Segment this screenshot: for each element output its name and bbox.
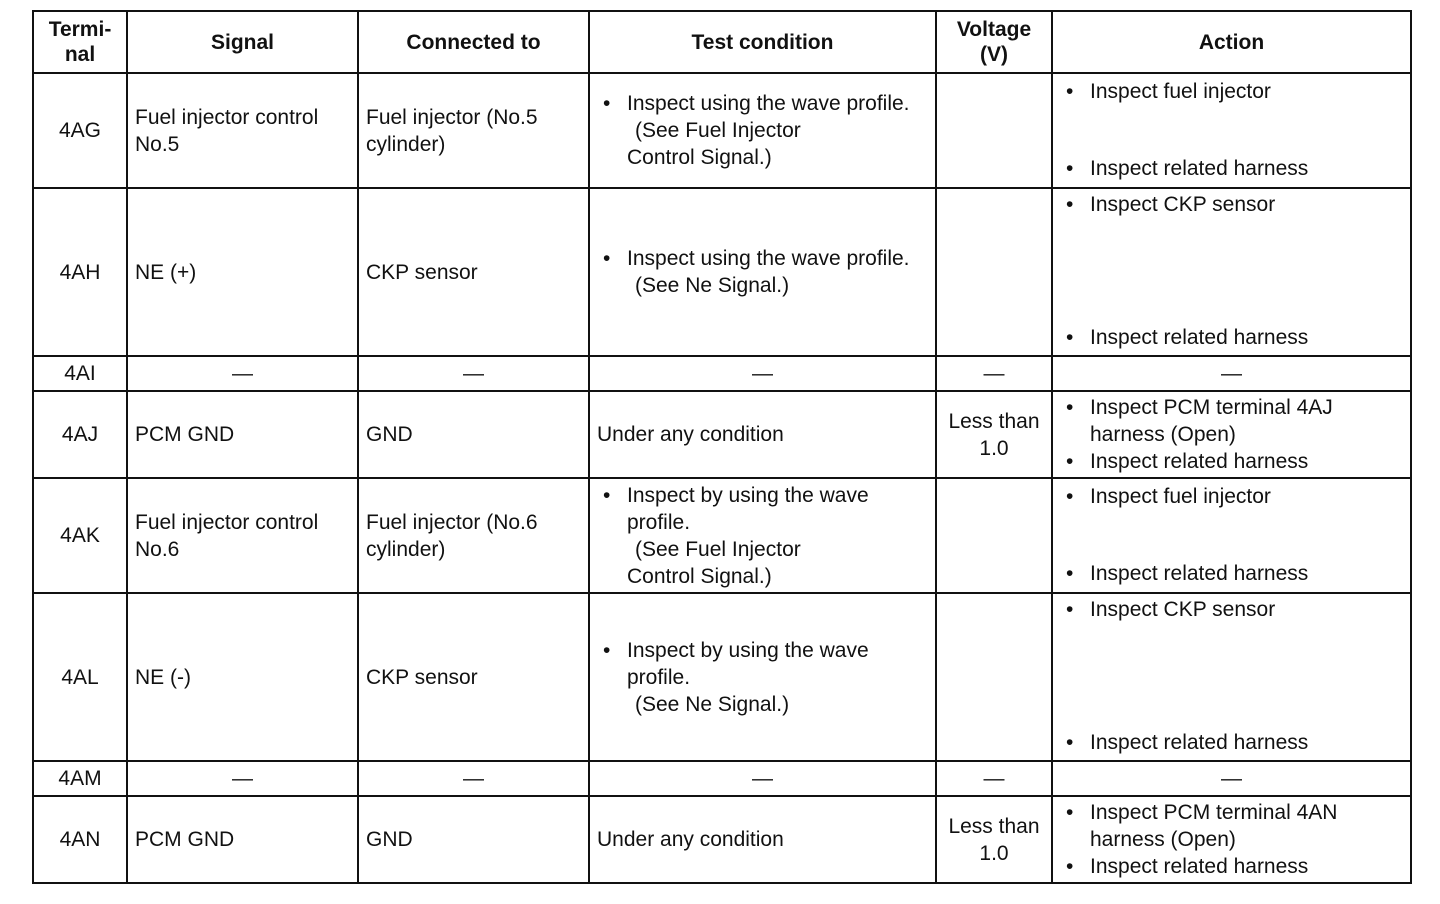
header-terminal: Termi- nal <box>33 11 127 73</box>
action-item: • Inspect PCM terminal 4AN harness (Open) <box>1060 799 1403 853</box>
connected-cell: Fuel injector (No.6 cylinder) <box>358 478 589 593</box>
action-item: • Inspect related harness <box>1060 324 1403 351</box>
test-condition-cell <box>589 593 936 761</box>
signal-cell: NE (-) <box>127 593 358 761</box>
signal-cell: NE (+) <box>127 188 358 356</box>
voltage-cell <box>936 478 1052 593</box>
terminal-cell: 4AI <box>33 356 127 391</box>
voltage-cell <box>936 73 1052 188</box>
signal-cell: Fuel injector control No.6 <box>127 478 358 593</box>
action-cell <box>1052 73 1411 188</box>
test-condition-cell <box>589 478 936 593</box>
header-connected-to: Connected to <box>358 11 589 73</box>
terminal-cell: 4AL <box>33 593 127 761</box>
connected-cell: GND <box>358 391 589 478</box>
dash-cell: — <box>1052 761 1411 796</box>
action-item: • Inspect related harness <box>1060 448 1403 475</box>
dash-cell: — <box>358 761 589 796</box>
header-signal: Signal <box>127 11 358 73</box>
test-bullet: • Inspect by using the wave profile. <box>597 637 928 691</box>
test-condition-cell: Under any condition <box>589 391 936 478</box>
dash-cell: — <box>589 761 936 796</box>
dash-cell: — <box>589 356 936 391</box>
action-item: • Inspect related harness <box>1060 853 1403 880</box>
connected-cell: GND <box>358 796 589 883</box>
action-cell <box>1052 391 1411 478</box>
connected-cell: CKP sensor <box>358 593 589 761</box>
signal-cell: PCM GND <box>127 391 358 478</box>
signal-cell: PCM GND <box>127 796 358 883</box>
dash-cell: — <box>1052 356 1411 391</box>
test-note: Control Signal.) <box>627 564 772 588</box>
voltage-cell: Less than 1.0 <box>936 391 1052 478</box>
test-bullet: • Inspect using the wave profile. <box>597 90 928 117</box>
dash-cell: — <box>127 356 358 391</box>
terminal-cell: 4AH <box>33 188 127 356</box>
test-condition-cell <box>589 188 936 356</box>
terminal-cell: 4AK <box>33 478 127 593</box>
action-item: • Inspect fuel injector <box>1060 483 1403 510</box>
action-cell <box>1052 478 1411 593</box>
header-voltage: Voltage (V) <box>936 11 1052 73</box>
dash-cell: — <box>358 356 589 391</box>
voltage-cell <box>936 188 1052 356</box>
terminal-cell: 4AJ <box>33 391 127 478</box>
dash-cell: — <box>936 761 1052 796</box>
voltage-cell: Less than 1.0 <box>936 796 1052 883</box>
action-cell <box>1052 796 1411 883</box>
test-condition-cell <box>589 73 936 188</box>
action-item: • Inspect PCM terminal 4AJ harness (Open) <box>1060 394 1403 448</box>
table-row <box>33 796 1411 883</box>
terminal-cell: 4AM <box>33 761 127 796</box>
test-note: (See Ne Signal.) <box>635 274 790 297</box>
test-bullet: • Inspect by using the wave profile. <box>597 482 928 536</box>
action-item: • Inspect CKP sensor <box>1060 596 1403 623</box>
table-row <box>33 356 1411 391</box>
test-note: (See Fuel Injector <box>635 537 801 561</box>
table-row <box>33 391 1411 478</box>
header-test-condition: Test condition <box>589 11 936 73</box>
table-row <box>33 593 1411 761</box>
table-row <box>33 188 1411 356</box>
test-note: Control Signal.) <box>627 146 772 169</box>
action-cell <box>1052 188 1411 356</box>
test-bullet: • Inspect using the wave profile. <box>597 245 928 272</box>
table-row <box>33 478 1411 593</box>
table-row <box>33 761 1411 796</box>
terminal-cell: 4AG <box>33 73 127 188</box>
action-item: • Inspect related harness <box>1060 729 1403 756</box>
header-row <box>33 11 1411 73</box>
action-item: • Inspect CKP sensor <box>1060 191 1403 218</box>
table-row <box>33 73 1411 188</box>
test-note: (See Fuel Injector <box>635 119 801 142</box>
action-item: • Inspect fuel injector <box>1060 78 1403 105</box>
signal-cell: Fuel injector control No.5 <box>127 73 358 188</box>
action-item: • Inspect related harness <box>1060 155 1403 182</box>
header-action: Action <box>1052 11 1411 73</box>
connected-cell: CKP sensor <box>358 188 589 356</box>
terminal-table <box>32 10 1412 884</box>
action-cell <box>1052 593 1411 761</box>
terminal-cell: 4AN <box>33 796 127 883</box>
connected-cell: Fuel injector (No.5 cylinder) <box>358 73 589 188</box>
test-note: (See Ne Signal.) <box>635 692 790 716</box>
action-item: • Inspect related harness <box>1060 560 1403 587</box>
test-condition-cell: Under any condition <box>589 796 936 883</box>
voltage-cell <box>936 593 1052 761</box>
dash-cell: — <box>936 356 1052 391</box>
dash-cell: — <box>127 761 358 796</box>
